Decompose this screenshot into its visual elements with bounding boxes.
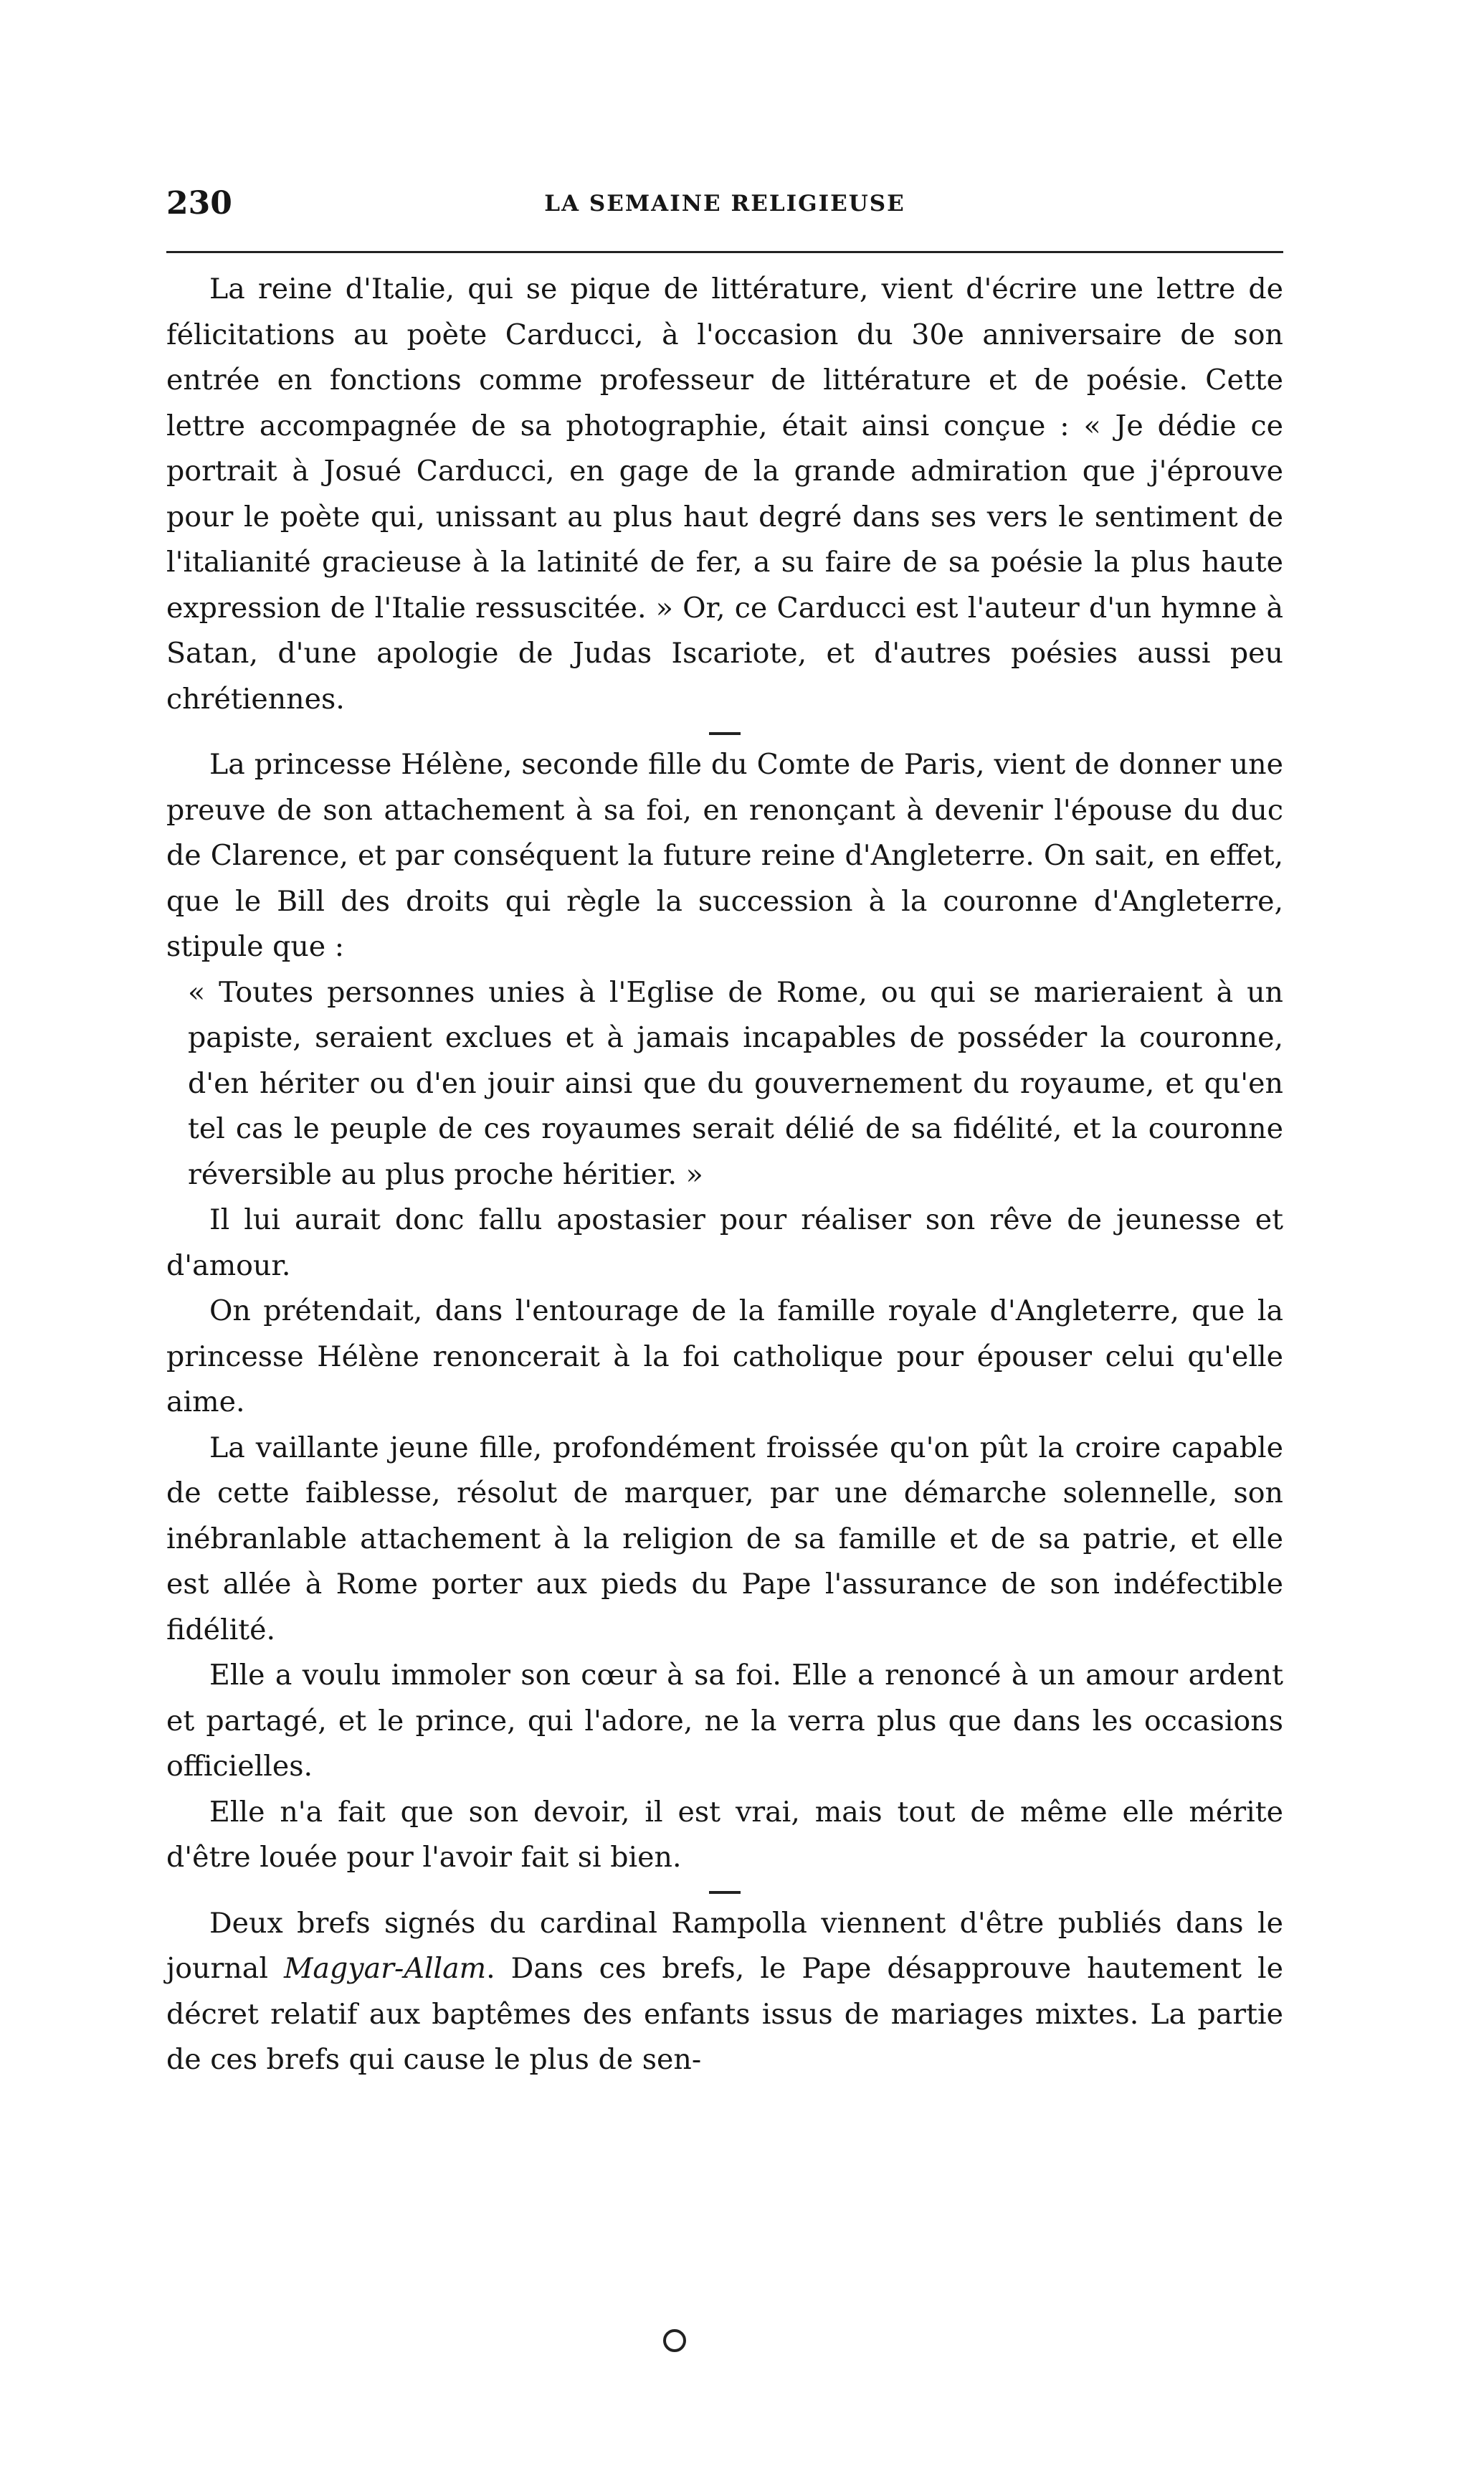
section-separator [709,1891,741,1894]
header-rule [166,251,1283,253]
paragraph-papal-briefs [166,1901,1283,2083]
section-separator [709,732,741,735]
paragraph-princess-helene: La princesse Hélène, seconde fille du Comte de Paris, vient de donner une preuve de son attachement à sa foi, en renonçant à devenir l'épouse du duc de Clarence, et par conséquent la future reine d'Angleterre. On sait, en effet, que le Bill des droits qui règle la succession à la couronne d'Angleterre, stipule que : [166,748,1283,963]
page-header [166,185,1283,228]
page-number: 230 [166,185,232,222]
paragraph-praise: Elle n'a fait que son devoir, il est vrai, mais tout de même elle mérite d'être louée pour l'avoir fait si bien. [166,1795,1283,1874]
papal-briefs-text-end: . Dans ces brefs, le Pape désapprouve hautement le décret relatif aux baptêmes des enfants issus de mariages mixtes. La partie de ces brefs qui cause le plus de sen- [166,1952,1283,2076]
journal-name: Magyar-Allam [283,1952,487,1985]
papal-briefs-text-start: Deux brefs signés du cardinal Rampolla viennent d'être publiés dans le journal [166,1906,1283,1985]
paragraph-rumor: On prétendait, dans l'entourage de la famille royale d'Angleterre, que la princesse Hélène renoncerait à la foi catholique pour épouser celui qu'elle aime. [166,1294,1283,1418]
bill-of-rights-quote [166,970,1283,1198]
paragraph-apostasy: Il lui aurait donc fallu apostasier pour réaliser son rêve de jeunesse et d'amour. [166,1203,1283,1282]
page-bottom-mark [663,2329,686,2352]
paragraph-sacrifice: Elle a voulu immoler son cœur à sa foi. Elle a renoncé à un amour ardent et partagé, et le prince, qui l'adore, ne la verra plus que dans les occasions officielles. [166,1659,1283,1783]
running-title: LA SEMAINE RELIGIEUSE [544,191,905,217]
paragraph-rome-visit: La vaillante jeune fille, profondément froissée qu'on pût la croire capable de cette faiblesse, résolut de marquer, par une démarche solennelle, son inébranlable attachement à la religion de sa famille et de sa patrie, et elle est allée à Rome porter aux pieds du Pape l'assurance de son indéfectible fidélité. [166,1431,1283,1646]
paragraph-queen-letter: La reine d'Italie, qui se pique de littérature, vient d'écrire une lettre de félicitations au poète Carducci, à l'occasion du 30e anniversaire de son entrée en fonctions comme professeur de littérature et de poésie. Cette lettre accompagnée de sa photographie, était ainsi conçue : « Je dédie ce portrait à Josué Carducci, en gage de la grande admiration que j'éprouve pour le poète qui, unissant au plus haut degré dans ses vers le sentiment de l'italianité gracieuse à la latinité de fer, a su faire de sa poésie la plus haute expression de l'Italie ressuscitée. » Or, ce Carducci est l'auteur d'un hymne à Satan, d'une apologie de Judas Iscariote, et d'autres poésies aussi peu chrétiennes. [166,272,1283,716]
quote-text: « Toutes personnes unies à l'Eglise de Rome, ou qui se marieraient à un papiste, seraient exclues et à jamais incapables de posséder la couronne, d'en hériter ou d'en jouir ainsi que du gouvernement du royaume, et qu'en tel cas le peuple de ces royaumes serait délié de sa fidélité, et la couronne réversible au plus proche héritier. » [188,975,1283,1191]
article-body [166,267,1283,2083]
